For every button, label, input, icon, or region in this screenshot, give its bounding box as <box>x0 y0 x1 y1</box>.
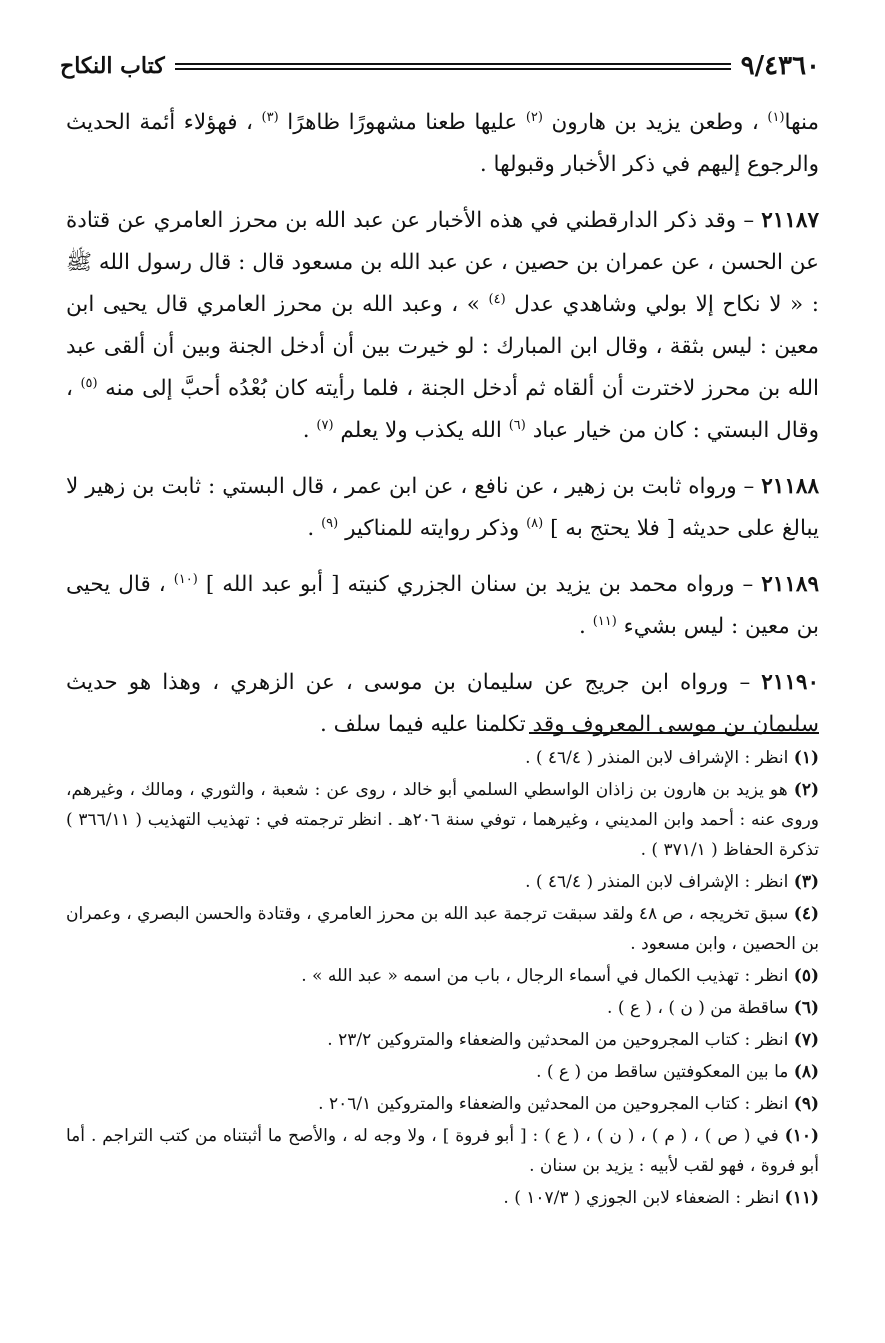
paragraph-number: ٢١١٨٨ <box>761 474 819 499</box>
footnote-number: (١٠) <box>784 1126 819 1146</box>
footnote-ref: (٢) <box>525 109 543 125</box>
paragraph-21188: ٢١١٨٨ – ورواه ثابت بن زهير ، عن نافع ، عن ابن عمر ، قال البستي : ثابت بن زهير لا يبالغ على حديثه [ فلا يحتج به ] $^{(٨)}$ وذكر روايته للمناكير $^{(٩)}$ . <box>66 474 819 541</box>
footnote-ref: (١) <box>767 109 785 125</box>
footnote-ref: (٩) <box>321 515 339 531</box>
footnote-ref: (١١) <box>592 613 617 629</box>
footnote-text: هو يزيد بن هارون بن زاذان الواسطي السلمي أبو خالد ، روى عن : شعبة ، والثوري ، ومالك ، وغيرهم، وروى عنه : أحمد وابن المديني ، وغيرهما ، توفي سنة ٢٠٦هـ . انظر ترجمته في : تهذيب التهذيب ( ٣٦٦/١١ ) تذكرة الحفاظ ( ٣٧١/١ ) . <box>66 780 819 860</box>
paragraph-21187: ٢١١٨٧ – وقد ذكر الدارقطني في هذه الأخبار عن عبد الله بن محرز العامري عن قتادة عن الحسن ، عن عمران بن حصين ، عن عبد الله بن مسعود قال : قال رسول الله ﷺ : « لا نكاح إلا بولي وشاهدي عدل $^{(٤)}$ » ، وعبد الله بن محرز العامري قال يحيى ابن معين : ليس بثقة ، وقال ابن المبارك : لو خيرت بين أن أدخل الجنة وبين أن ألقى عبد الله بن محرز لاخترت أن ألقاه ثم أدخل الجنة ، فلما رأيته كان بُعْدُه أحبَّ إلى منه $^{(٥)}$ ، وقال البستي : كان من خيار عباد $^{(٦)}$ الله يكذب ولا يعلم $^{(٧)}$ . <box>66 208 819 443</box>
footnote-ref: (٦) <box>508 417 526 433</box>
footnote-text: في ( ص ) ، ( م ) ، ( ن ) ، ( ع ) : [ أبو فروة ] ، ولا وجه له ، والأصح ما أثبتناه من كتب التراجم . أما أبو فروة ، فهو لقب لأبيه : يزيد بن سنان . <box>66 1126 819 1176</box>
header-rule <box>175 63 731 70</box>
paragraph-number: ٢١١٨٧ <box>761 208 819 233</box>
footnote-text: ساقطة من ( ن ) ، ( ع ) . <box>607 998 789 1018</box>
paragraph-21190: ٢١١٩٠ – ورواه ابن جريج عن سليمان بن موسى ، عن الزهري ، وهذا هو حديث سليمان بن موسى المعروف وقد تكلمنا عليه فيما سلف . <box>66 670 819 737</box>
book-title: كتاب النكاح <box>60 53 165 79</box>
footnote <box>66 867 819 897</box>
footnote-number: (٥) <box>793 966 819 986</box>
footnote-text: ما بين المعكوفتين ساقط من ( ع ) . <box>536 1062 789 1082</box>
footnote <box>66 993 819 1023</box>
paragraph-number: ٢١١٩٠ <box>761 670 819 695</box>
footnote-text: انظر : الضعفاء لابن الجوزي ( ١٠٧/٣ ) . <box>503 1188 780 1208</box>
page-number: ٩/٤٣٦٠ <box>740 51 820 81</box>
footnote-ref: (٣) <box>261 109 279 125</box>
footnote-ref: (٨) <box>526 515 544 531</box>
footnote-number: (٣) <box>793 872 819 892</box>
footnote <box>66 743 819 773</box>
footnote <box>66 1089 819 1119</box>
footnote <box>66 899 819 959</box>
paragraph-21189: ٢١١٨٩ – ورواه محمد بن يزيد بن سنان الجزري كنيته [ أبو عبد الله ] $^{(١٠)}$ ، قال يحيى بن معين : ليس بشيء $^{(١١)}$ . <box>66 571 819 639</box>
footnote <box>66 1057 819 1087</box>
footnote-ref: (٥) <box>80 375 98 391</box>
footnote-text: انظر : كتاب المجروحين من المحدثين والضعفاء والمتروكين ٢٠٦/١ . <box>318 1094 789 1114</box>
footnote-text: انظر : الإشراف لابن المنذر ( ٤٦/٤ ) . <box>525 872 789 892</box>
footnote <box>66 1025 819 1055</box>
footnote <box>66 961 819 991</box>
footnote-text: انظر : الإشراف لابن المنذر ( ٤٦/٤ ) . <box>525 748 789 768</box>
running-header <box>60 44 820 88</box>
footnote-ref: (٧) <box>316 417 334 433</box>
footnote-text: انظر : تهذيب الكمال في أسماء الرجال ، باب من اسمه « عبد الله » . <box>301 966 789 986</box>
footnote-number: (٦) <box>793 998 819 1018</box>
paragraph-continuation: منها$^{(١)}$ ، وطعن يزيد بن هارون $^{(٢)}$ عليها طعنا مشهورًا ظاهرًا $^{(٣)}$ ، فهؤلاء أئمة الحديث والرجوع إليهم في ذكر الأخبار وقبولها . <box>66 109 819 177</box>
footnote-number: (١١) <box>784 1188 819 1208</box>
footnote-number: (٨) <box>793 1062 819 1082</box>
footnote-number: (٤) <box>793 904 819 924</box>
footnote <box>66 1183 819 1213</box>
footnote-ref: (٤) <box>488 291 506 307</box>
footnote-number: (٢) <box>793 780 819 800</box>
paragraph-number: ٢١١٨٩ <box>761 572 819 597</box>
main-text <box>66 102 819 760</box>
footnotes <box>66 743 819 1215</box>
footnote <box>66 775 819 865</box>
footnote-number: (١) <box>793 748 819 768</box>
footnote <box>66 1121 819 1181</box>
footnote-number: (٩) <box>793 1094 819 1114</box>
footnote-number: (٧) <box>793 1030 819 1050</box>
footnote-ref: (١٠) <box>173 571 198 587</box>
footnote-separator <box>529 732 819 734</box>
footnote-text: انظر : كتاب المجروحين من المحدثين والضعفاء والمتروكين ٢٣/٢ . <box>327 1030 789 1050</box>
footnote-text: سبق تخريجه ، ص ٤٨ ولقد سبقت ترجمة عبد الله بن محرز العامري ، وقتادة والحسن البصري ، وعمران بن الحصين ، وابن مسعود . <box>66 904 819 954</box>
